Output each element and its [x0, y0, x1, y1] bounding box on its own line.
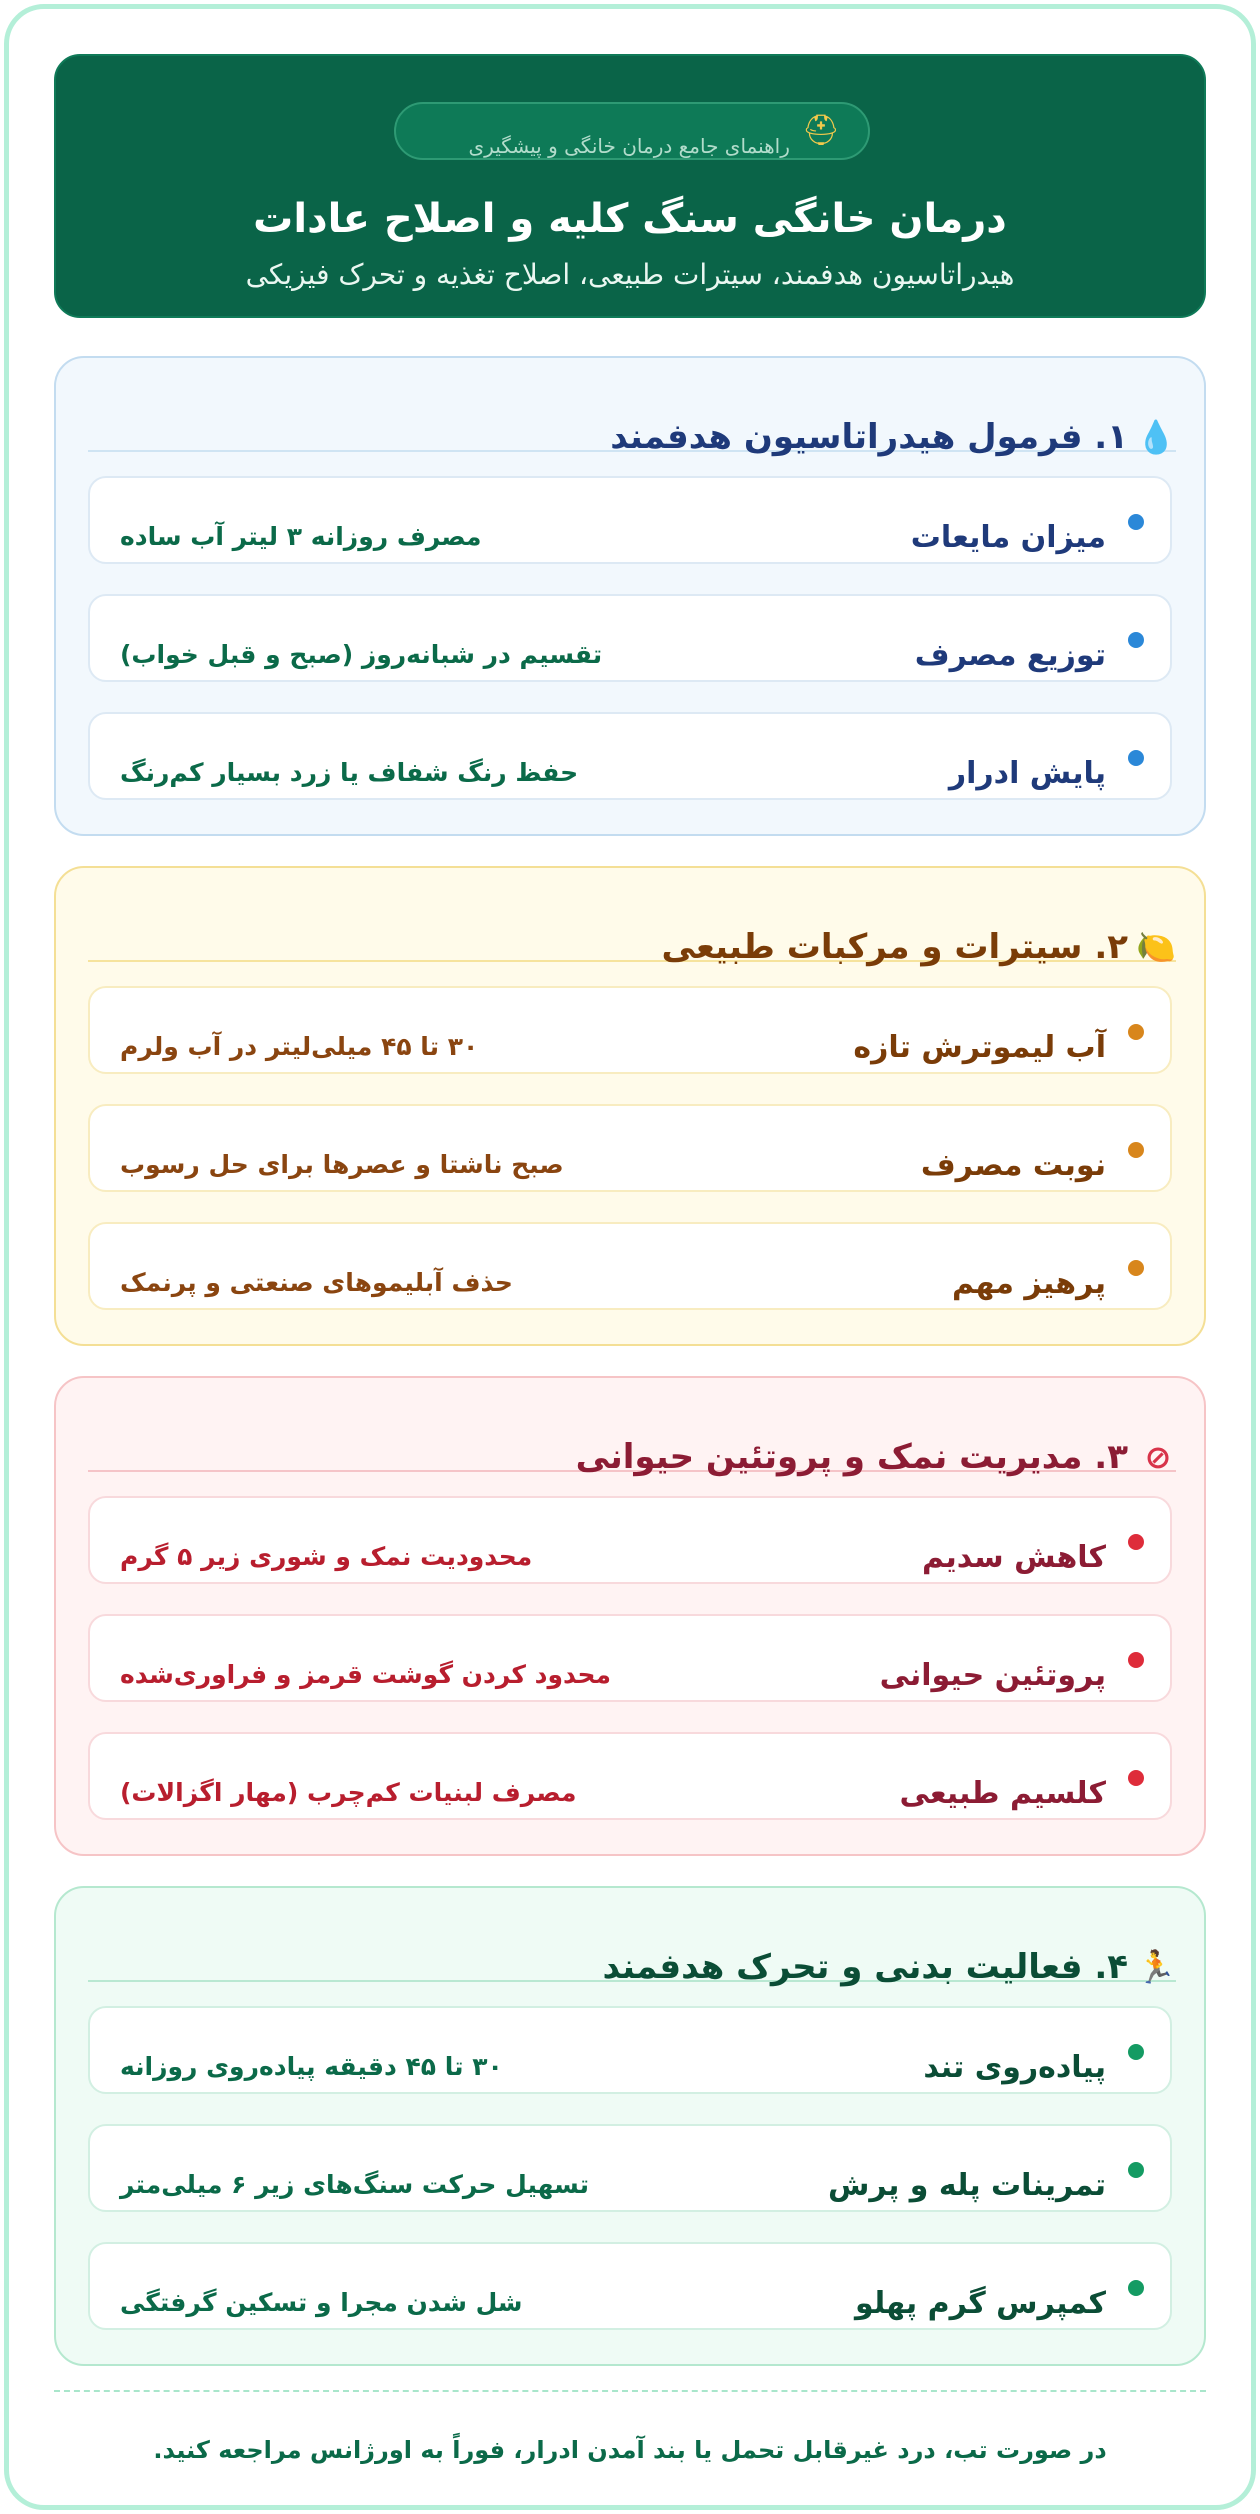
list-item — [88, 2242, 1172, 2330]
lemon-icon: 🍋 — [1136, 928, 1176, 966]
item-label: آب لیموترش تازه — [853, 1030, 1106, 1065]
section-title-text: ۲. سیترات و مرکبات طبیعی — [661, 927, 1128, 967]
bullet-dot — [1128, 632, 1144, 648]
item-label: پروتئین حیوانی — [879, 1658, 1106, 1693]
item-label: پیاده‌روی تند — [923, 2050, 1106, 2085]
first-aid-icon: ⛑ — [801, 113, 840, 148]
page-subtitle: هیدراتاسیون هدفمند، سیترات طبیعی، اصلاح تغذیه و تحرک فیزیکی — [245, 258, 1015, 291]
header-badge — [394, 102, 870, 160]
water-drop-icon: 💧 — [1136, 418, 1176, 456]
section-title-text: ۱. فرمول هیدراتاسیون هدفمند — [610, 417, 1128, 457]
item-label: کلسیم طبیعی — [899, 1776, 1106, 1811]
header-banner — [54, 54, 1206, 318]
section-hydration — [54, 356, 1206, 836]
item-value: محدود کردن گوشت قرمز و فراوری‌شده — [120, 1660, 611, 1689]
item-value: مصرف روزانه ۳ لیتر آب ساده — [120, 522, 482, 551]
section-title — [603, 1942, 1176, 1992]
item-label: نوبت مصرف — [920, 1148, 1106, 1183]
list-item — [88, 594, 1172, 682]
item-value: مصرف لبنیات کم‌چرب (مهار اگزالات) — [120, 1778, 577, 1807]
item-value: محدودیت نمک و شوری زیر ۵ گرم — [120, 1542, 533, 1571]
section-citrate — [54, 866, 1206, 1346]
list-item — [88, 1732, 1172, 1820]
section-title — [610, 412, 1176, 462]
section-title — [576, 1432, 1176, 1482]
item-value: ۳۰ تا ۴۵ میلی‌لیتر در آب ولرم — [120, 1032, 479, 1061]
section-title-text: ۳. مدیریت نمک و پروتئین حیوانی — [575, 1437, 1128, 1477]
section-salt-protein — [54, 1376, 1206, 1856]
bullet-dot — [1128, 1534, 1144, 1550]
bullet-dot — [1128, 750, 1144, 766]
bullet-dot — [1128, 1142, 1144, 1158]
page-title: درمان خانگی سنگ کلیه و اصلاح عادات — [253, 196, 1007, 242]
list-item — [88, 2006, 1172, 2094]
bullet-dot — [1128, 1652, 1144, 1668]
item-label: توزیع مصرف — [914, 638, 1106, 673]
header-badge-text: راهنمای جامع درمان خانگی و پیشگیری — [468, 134, 790, 158]
list-item — [88, 476, 1172, 564]
item-label: میزان مایعات — [910, 520, 1106, 555]
item-value: تسهیل حرکت سنگ‌های زیر ۶ میلی‌متر — [120, 2170, 589, 2199]
item-label: کاهش سدیم — [922, 1540, 1106, 1575]
footer-divider — [54, 2390, 1206, 2392]
item-label: تمرینات پله و پرش — [828, 2168, 1106, 2203]
bullet-dot — [1128, 2162, 1144, 2178]
item-value: صبح ناشتا و عصرها برای حل رسوب — [120, 1150, 564, 1179]
bullet-dot — [1128, 1770, 1144, 1786]
item-value: ۳۰ تا ۴۵ دقیقه پیاده‌روی روزانه — [120, 2052, 503, 2081]
footer-warning: در صورت تب، درد غیرقابل تحمل یا بند آمدن ادرار، فوراً به اورژانس مراجعه کنید. — [153, 2436, 1107, 2464]
item-label: کمپرس گرم پهلو — [855, 2286, 1106, 2321]
bullet-dot — [1128, 2280, 1144, 2296]
list-item — [88, 1104, 1172, 1192]
bullet-dot — [1128, 514, 1144, 530]
item-value: شل شدن مجرا و تسکین گرفتگی — [120, 2288, 523, 2317]
list-item — [88, 1222, 1172, 1310]
bullet-dot — [1128, 1260, 1144, 1276]
bullet-dot — [1128, 2044, 1144, 2060]
item-value: حذف آبلیموهای صنعتی و پرنمک — [120, 1268, 513, 1297]
item-value: تقسیم در شبانه‌روز (صبح و قبل خواب) — [120, 640, 603, 669]
section-title — [662, 922, 1176, 972]
list-item — [88, 1496, 1172, 1584]
bullet-dot — [1128, 1024, 1144, 1040]
list-item — [88, 712, 1172, 800]
item-label: پایش ادرار — [948, 756, 1106, 791]
section-activity — [54, 1886, 1206, 2366]
running-person-icon: 🏃 — [1136, 1948, 1176, 1986]
list-item — [88, 2124, 1172, 2212]
prohibited-icon: ⊘ — [1144, 1438, 1172, 1476]
list-item — [88, 1614, 1172, 1702]
item-value: حفظ رنگ شفاف یا زرد بسیار کم‌رنگ — [120, 758, 579, 787]
section-title-text: ۴. فعالیت بدنی و تحرک هدفمند — [602, 1947, 1128, 1987]
item-label: پرهیز مهم — [952, 1266, 1106, 1301]
list-item — [88, 986, 1172, 1074]
